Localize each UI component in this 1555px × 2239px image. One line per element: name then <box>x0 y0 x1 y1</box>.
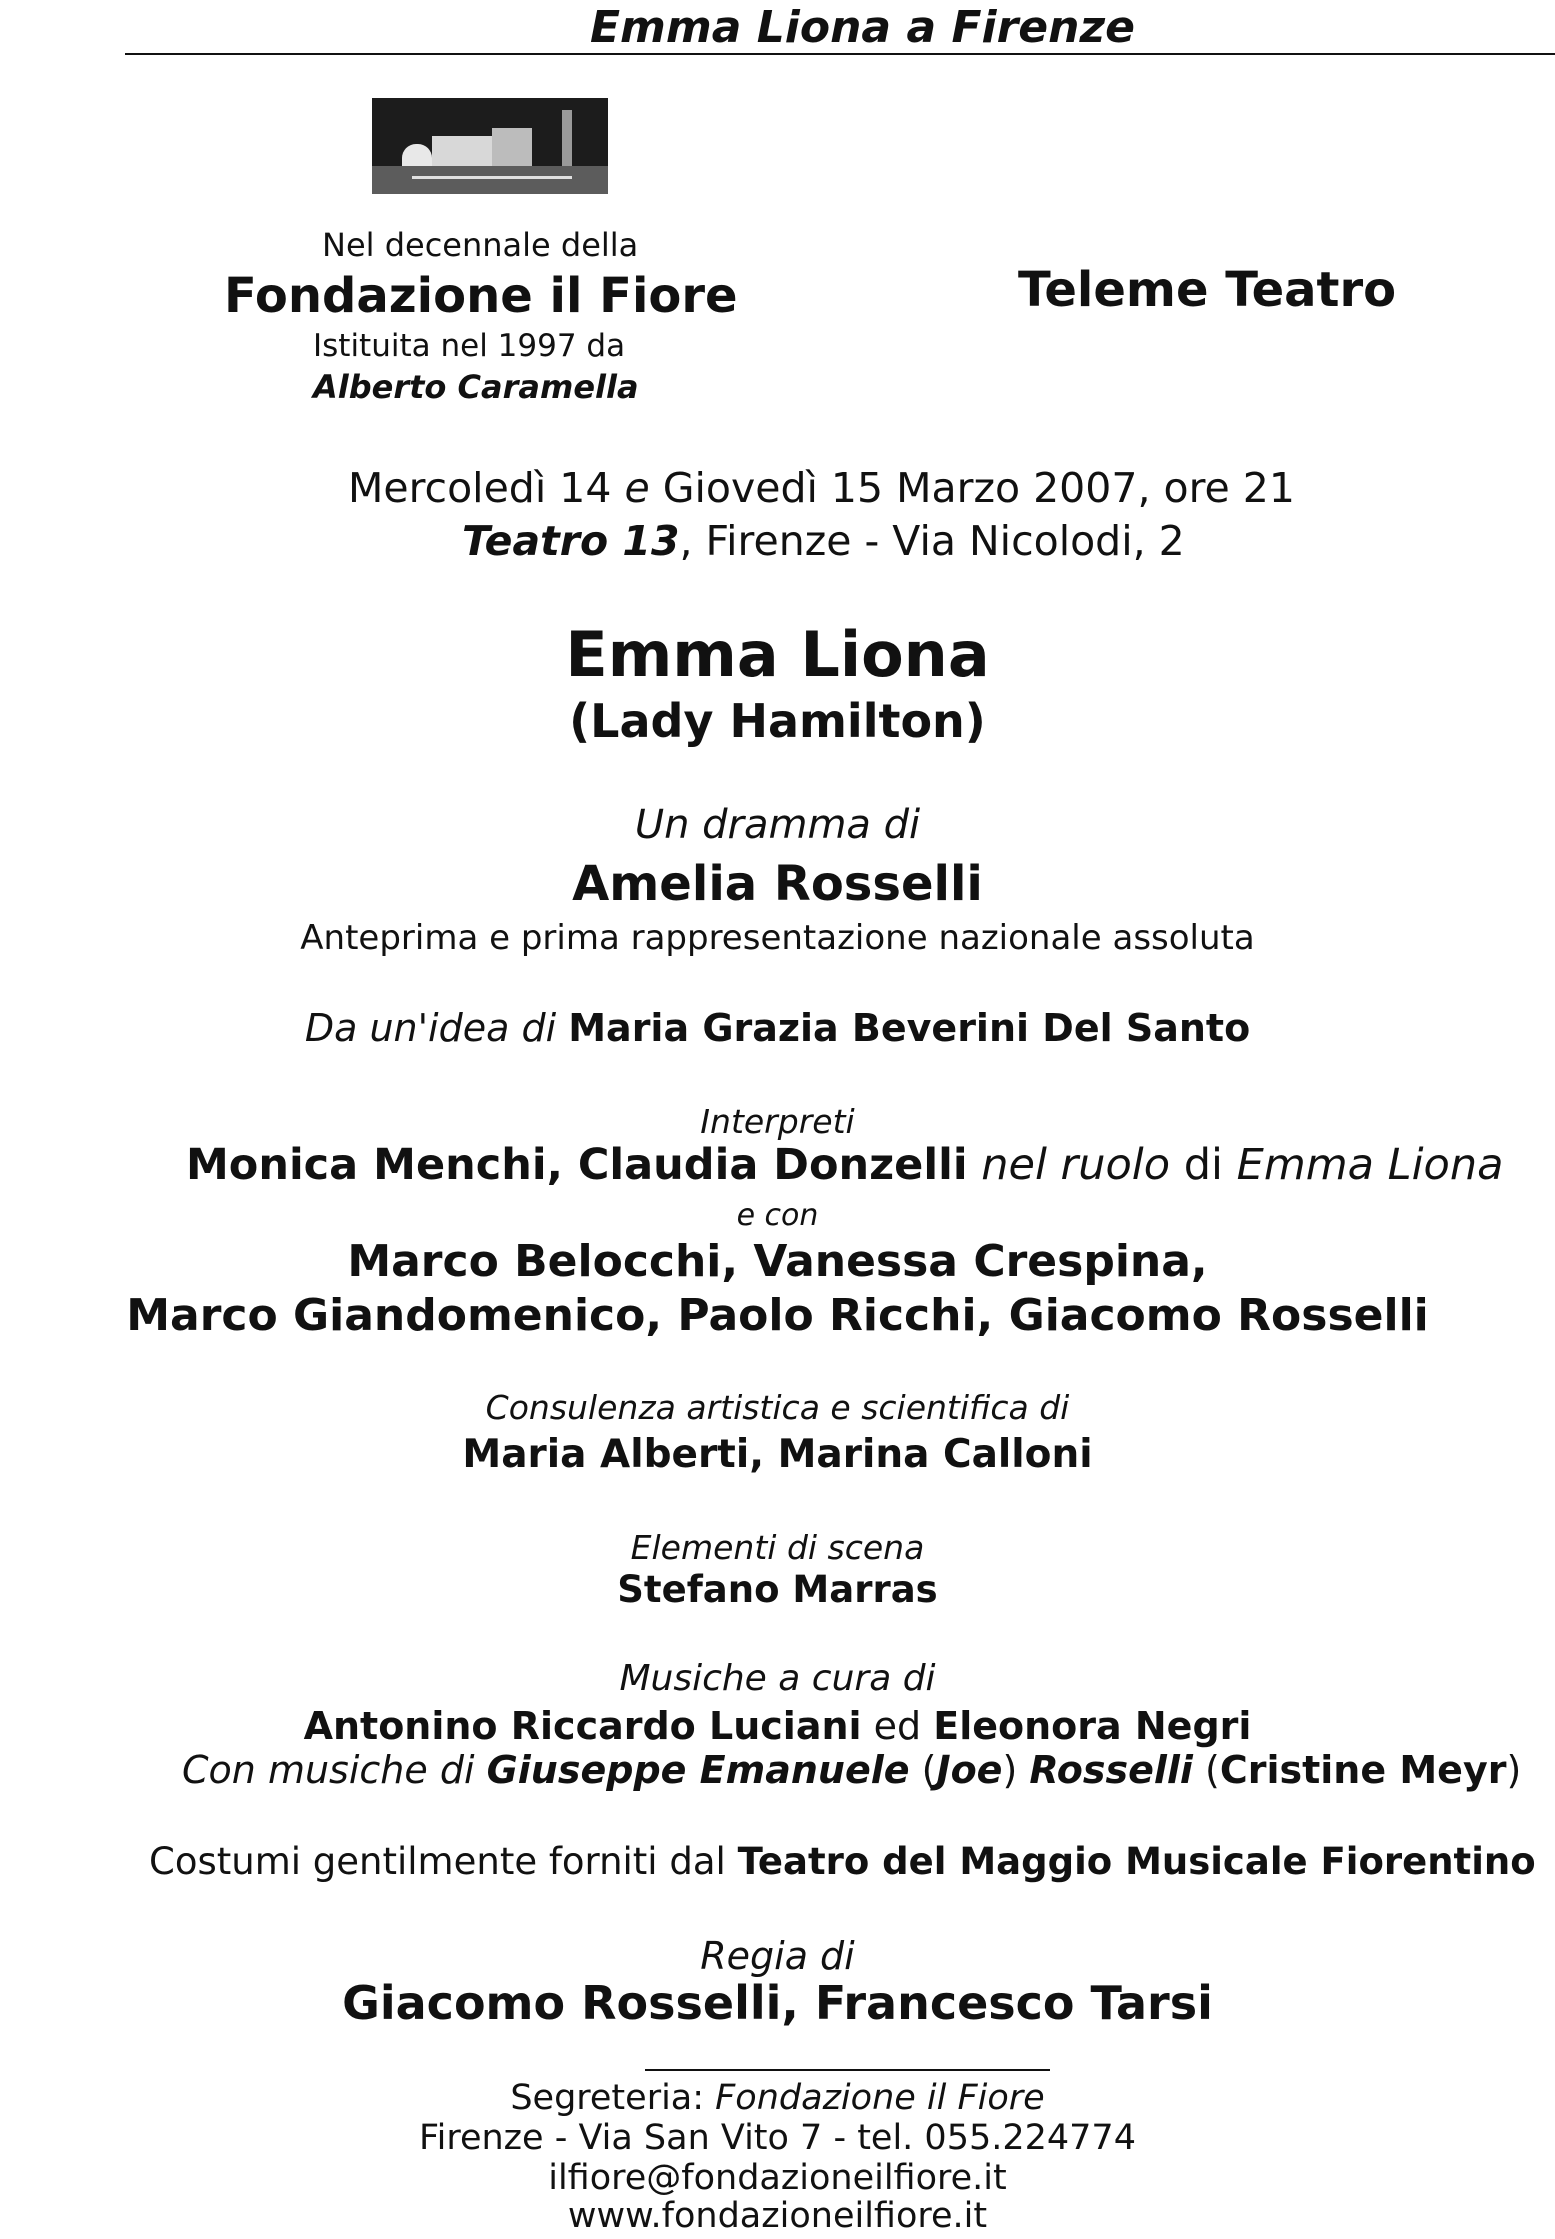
contact-address: Firenze - Via San Vito 7 - tel. 055.224774 <box>419 2118 1136 2158</box>
consulting-names: Maria Alberti, Marina Calloni <box>462 1432 1093 1477</box>
scenery-label: Elementi di scena <box>630 1528 925 1567</box>
organizer-founded: Istituita nel 1997 da <box>313 328 626 364</box>
author-label: Un dramma di <box>634 802 921 848</box>
cast-label: Interpreti <box>700 1102 855 1141</box>
event-venue: Teatro 13, Firenze - Via Nicolodi, 2 <box>462 517 1185 565</box>
costumes-credit: Costumi gentilmente forniti dal Teatro del Maggio Musicale Fiorentino <box>149 1840 1536 1883</box>
direction-names: Giacomo Rosselli, Francesco Tarsi <box>342 1976 1213 2030</box>
author-name: Amelia Rosselli <box>572 856 983 912</box>
contact-website[interactable]: www.fondazioneilfiore.it <box>567 2196 988 2236</box>
organizer-name: Fondazione il Fiore <box>224 268 738 324</box>
organizer-intro: Nel decennale della <box>322 226 639 264</box>
cast-others-line2: Marco Giandomenico, Paolo Ricchi, Giacomo Rosselli <box>126 1290 1429 1341</box>
organizer-founder: Alberto Caramella <box>313 368 639 406</box>
idea-credit: Da un'idea di Maria Grazia Beverini Del Santo <box>304 1006 1251 1050</box>
cast-leads: Monica Menchi, Claudia Donzelli nel ruolo di Emma Liona <box>186 1140 1504 1190</box>
partner-name: Teleme Teatro <box>1018 262 1397 318</box>
music-composer: Con musiche di Giuseppe Emanuele (Joe) Rosselli (Cristine Meyr) <box>182 1748 1522 1792</box>
contact-divider <box>645 2069 1050 2071</box>
consulting-label: Consulenza artistica e scientifica di <box>485 1388 1070 1427</box>
scenery-name: Stefano Marras <box>617 1568 938 1611</box>
page-title: Emma Liona a Firenze <box>590 2 1135 53</box>
event-date: Mercoledì 14 e Giovedì 15 Marzo 2007, ore 21 <box>348 464 1295 512</box>
contact-secretariat: Segreteria: Fondazione il Fiore <box>510 2078 1045 2118</box>
music-label: Musiche a cura di <box>619 1658 936 1699</box>
foundation-logo <box>372 98 608 194</box>
music-curators: Antonino Riccardo Luciani ed Eleonora Negri <box>303 1704 1252 1748</box>
cast-others-line1: Marco Belocchi, Vanessa Crespina, <box>347 1236 1208 1287</box>
premiere-note: Anteprima e prima rappresentazione nazionale assoluta <box>300 918 1255 958</box>
play-title: Emma Liona <box>565 618 990 691</box>
contact-email[interactable]: ilfiore@fondazioneilfiore.it <box>548 2158 1007 2198</box>
direction-label: Regia di <box>700 1934 855 1978</box>
title-underline <box>125 53 1555 55</box>
cast-with-label: e con <box>736 1198 819 1233</box>
play-subtitle: (Lady Hamilton) <box>569 694 986 748</box>
